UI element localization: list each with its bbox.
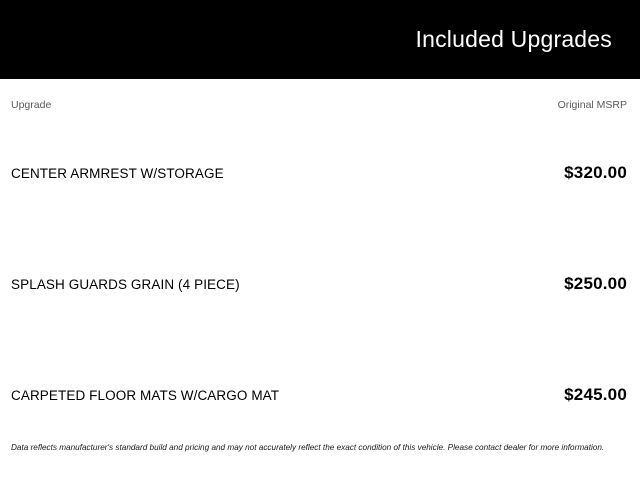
- disclaimer-text: Data reflects manufacturer's standard build and pricing and may not accurately reflect the exact condition of this vehicle. Please contact dealer for more information.: [11, 443, 605, 452]
- column-header-upgrade: Upgrade: [11, 99, 52, 111]
- page-title: Included Upgrades: [415, 26, 612, 52]
- column-header-msrp: Original MSRP: [557, 99, 627, 111]
- upgrades-sheet: [0, 79, 640, 480]
- page-header: [0, 0, 640, 79]
- upgrade-name: CENTER ARMREST W/STORAGE: [11, 166, 224, 181]
- table-row: [0, 135, 640, 246]
- upgrade-name: CARPETED FLOOR MATS W/CARGO MAT: [11, 388, 280, 403]
- table-row: [0, 246, 640, 357]
- upgrades-list: [0, 135, 640, 468]
- upgrade-name: SPLASH GUARDS GRAIN (4 PIECE): [11, 277, 240, 292]
- upgrade-price: $250.00: [564, 274, 627, 293]
- upgrade-price: $245.00: [564, 385, 627, 404]
- upgrade-price: $320.00: [564, 163, 627, 182]
